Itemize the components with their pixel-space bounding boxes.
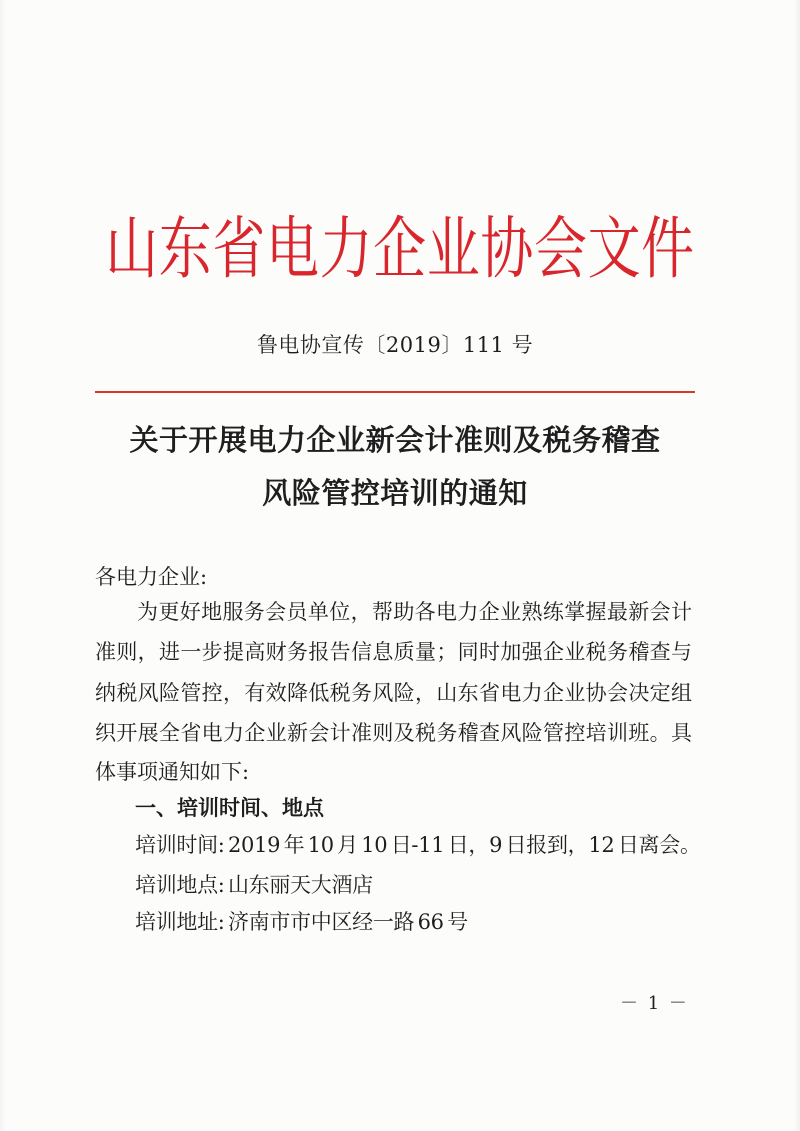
intro-paragraph-line: 织开展全省电力企业新会计准则及税务稽查风险管控培训班。具 (95, 721, 692, 745)
intro-paragraph-line: 纳税风险管控，有效降低税务风险，山东省电力企业协会决定组 (95, 681, 692, 705)
training-venue: 培训地点: 山东丽天大酒店 (135, 873, 373, 897)
red-header-rule (95, 391, 695, 393)
intro-paragraph-line: 准则，进一步提高财务报告信息质量；同时加强企业税务稽查与 (95, 640, 692, 664)
document-title-line-2: 风险管控培训的通知 (262, 476, 528, 510)
salutation: 各电力企业: (95, 565, 208, 589)
intro-paragraph-line: 为更好地服务会员单位，帮助各电力企业熟练掌握最新会计 (137, 600, 692, 624)
page-number: － 1 － (620, 993, 689, 1014)
document-title-line-1: 关于开展电力企业新会计准则及税务稽查 (129, 423, 661, 457)
section-heading-time-location: 一、培训时间、地点 (135, 795, 324, 820)
training-address: 培训地址: 济南市市中区经一路 66 号 (135, 910, 468, 934)
intro-paragraph-line: 体事项通知如下: (95, 760, 250, 784)
document-number: 鲁电协宣传〔2019〕111 号 (256, 333, 534, 357)
issuing-organization-header: 山东省电力企业协会文件 (105, 210, 695, 289)
training-time: 培训时间: 2019 年 10 月 10 日-11 日，9 日报到，12 日离会。 (135, 833, 701, 857)
